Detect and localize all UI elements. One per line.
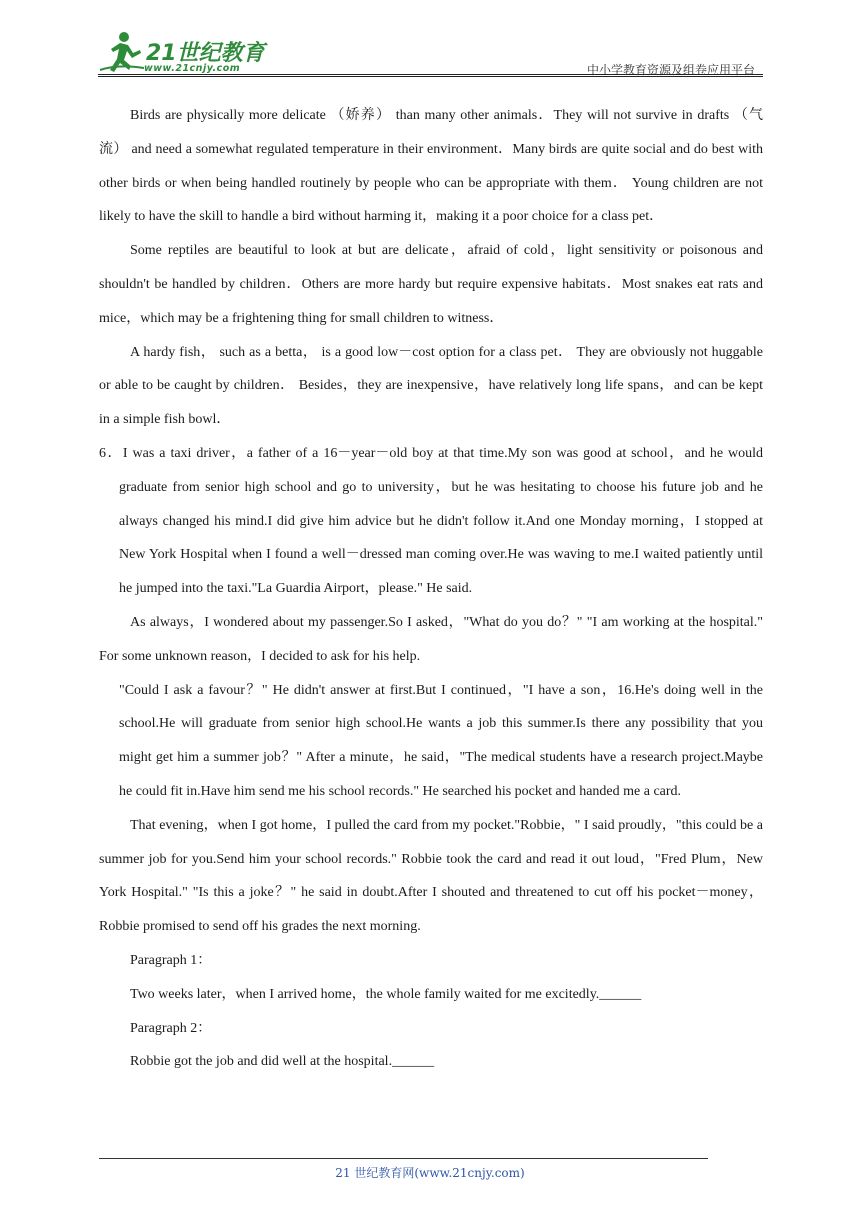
page-footer: 21 世纪教育网(www.21cnjy.com): [335, 1166, 525, 1180]
logo-text: 21世纪教育: [146, 41, 265, 66]
document-body: [99, 99, 763, 1079]
paragraph-reptiles: Some reptiles are beautiful to look at but are delicate，afraid of cold，light sensitivity or poisonous and shouldn't be handled by children．Others are more hardy but require expensive habitats．Most snakes eat rats and mice，which may be a frightening thing for small children to witness．: [99, 243, 763, 326]
page-header: [98, 30, 763, 78]
header-divider: [98, 74, 763, 77]
paragraph-as-always: As always，I wondered about my passenger.So I asked，"What do you do？" "I am working at the hospital." For some unknown reason，I decided to ask for his help.: [99, 614, 763, 664]
runner-icon: [98, 30, 146, 76]
paragraph-evening: That evening，when I got home，I pulled the card from my pocket."Robbie，" I said proudly，"this could be a summer job for you.Send him your school records." Robbie took the card and read it out loud，"Fred Plum，New York Hospital." "Is this a joke？" he said in doubt.After I shouted and threatened to cut off his pocket－money，Robbie promised to send off his grades the next morning.: [99, 817, 763, 935]
paragraph-2-label: Paragraph 2：: [130, 1020, 212, 1036]
paragraph-favour: "Could I ask a favour？" He didn't answer at first.But I continued，"I have a son，16.He's doing well in the school.He will graduate from senior high school.He wants a job this summer.Is there any possibility that you might get him a summer job？" After a minute，he said，"The medical students have a research project.Maybe he could fit in.Have him send me his school records." He searched his pocket and handed me a card.: [119, 682, 763, 799]
footer-divider: [99, 1158, 708, 1159]
paragraph-1-label: Paragraph 1：: [130, 952, 212, 968]
logo-url: www.21cnjy.com: [144, 63, 241, 74]
paragraph-birds: Birds are physically more delicate （娇养） than many other animals．They will not survive in drafts （气流） and need a somewhat regulated temperature in their environment．Many birds are quite social and do best with other birds or when being handled routinely by people who can be appropriate with them． Young children are not likely to have the skill to handle a bird without harming it，making it a poor choice for a class pet．: [99, 108, 763, 225]
platform-name: 中小学教育资源及组卷应用平台: [586, 63, 755, 77]
paragraph-1-prompt: Two weeks later，when I arrived home，the whole family waited for me excitedly.______: [130, 986, 642, 1002]
site-logo: [98, 30, 268, 78]
paragraph-fish: A hardy fish， such as a betta， is a good low－cost option for a class pet． They are obviously not huggable or able to be caught by children． Besides，they are inexpensive，have relatively long life spans，and can be kept in a simple fish bowl．: [99, 344, 763, 428]
question-6: 6．I was a taxi driver，a father of a 16－year－old boy at that time.My son was good at school，and he would graduate from senior high school and go to university，but he was hesitating to choose his future job and he always changed his mind.I did give him advice but he didn't follow it.And one Monday morning，I stopped at New York Hospital when I found a well－dressed man coming over.He was waving to me.I waited patiently until he jumped into the taxi."La Guardia Airport，please." He said.: [99, 445, 763, 597]
paragraph-2-prompt: Robbie got the job and did well at the hospital.______: [130, 1054, 435, 1070]
